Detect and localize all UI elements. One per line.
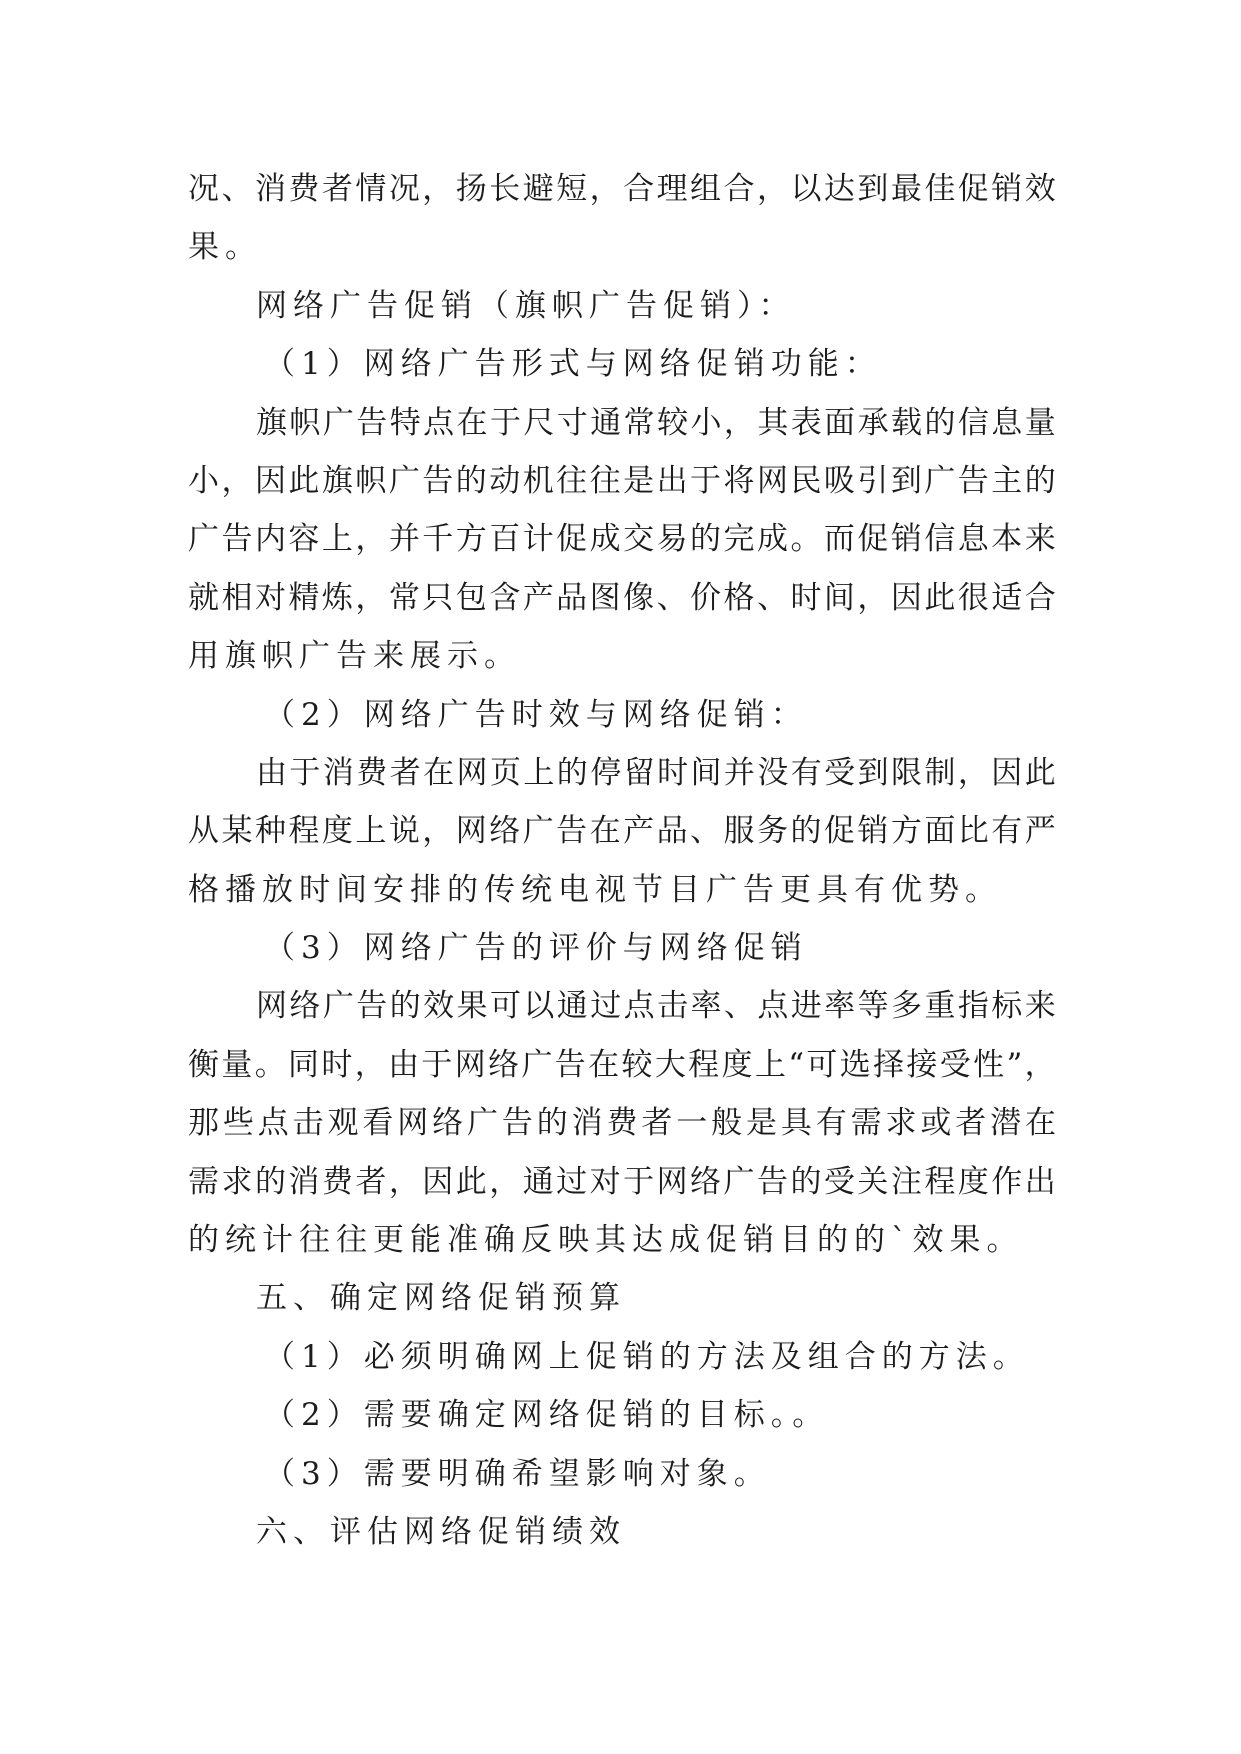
paragraph-line: 的统计往往更能准确反映其达成促销目的的`效果。	[188, 1222, 1024, 1259]
paragraph-line: 由 于 消 费 者 在 网 页 上 的 停 留 时 间 并 没 有 受 到 限 制 ， 因 此	[256, 754, 1056, 791]
paragraph-line: 衡 量 。 同 时 ， 由 于 网 络 广 告 在 较 大 程 度 上 “ 可 选 择 接 受 性 ” ，	[188, 1046, 1056, 1083]
section-heading: 网络广告促销（旗帜广告促销）：	[256, 287, 796, 324]
subsection-heading: （3）网络广告的评价与网络促销	[264, 930, 808, 967]
paragraph-line: 果。	[188, 229, 262, 266]
paragraph-line: 况 、 消 费 者 情 况 ， 扬 长 避 短 ， 合 理 组 合 ， 以 达 到 最 佳 促 销 效	[188, 171, 1056, 207]
list-item: （3）需要明确希望影响对象。	[264, 1455, 771, 1492]
paragraph-line: 需 求 的 消 费 者 ， 因 此 ， 通 过 对 于 网 络 广 告 的 受 关 注 程 度 作 出	[188, 1163, 1056, 1200]
paragraph-line: 小 ， 因 此 旗 帜 广 告 的 动 机 往 往 是 出 于 将 网 民 吸 引 到 广 告 主 的	[188, 462, 1056, 499]
subsection-heading: （2）网络广告时效与网络促销：	[264, 696, 808, 733]
paragraph-line: 格播放时间安排的传统电视节目广告更具有优势。	[188, 871, 1002, 908]
body-text	[188, 160, 1056, 1561]
paragraph-line: 广 告 内 容 上 ， 并 千 方 百 计 促 成 交 易 的 完 成 。 而 促 销 信 息 本 来	[188, 521, 1056, 558]
paragraph-line: 那 些 点 击 观 看 网 络 广 告 的 消 费 者 一 般 是 具 有 需 求 或 者 潜 在	[188, 1105, 1056, 1142]
paragraph-line: 旗 帜 广 告 特 点 在 于 尺 寸 通 常 较 小 ， 其 表 面 承 载 的 信 息 量	[256, 404, 1056, 441]
paragraph-line: 就 相 对 精 炼 ， 常 只 包 含 产 品 图 像 、 价 格 、 时 间 ， 因 此 很 适 合	[188, 579, 1056, 616]
paragraph-line: 网 络 广 告 的 效 果 可 以 通 过 点 击 率 、 点 进 率 等 多 重 指 标 来	[256, 988, 1056, 1025]
paragraph-line: 用旗帜广告来展示。	[188, 638, 521, 675]
list-item: （1）必须明确网上促销的方法及组合的方法。	[264, 1338, 1030, 1375]
paragraph-line: 从 某 种 程 度 上 说 ， 网 络 广 告 在 产 品 、 服 务 的 促 销 方 面 比 有 严	[188, 813, 1056, 850]
section-heading: 五、确定网络促销预算	[256, 1280, 626, 1317]
subsection-heading: （1）网络广告形式与网络促销功能：	[264, 346, 882, 383]
section-heading: 六、评估网络促销绩效	[256, 1513, 626, 1550]
list-item: （2）需要确定网络促销的目标。。	[264, 1397, 830, 1434]
